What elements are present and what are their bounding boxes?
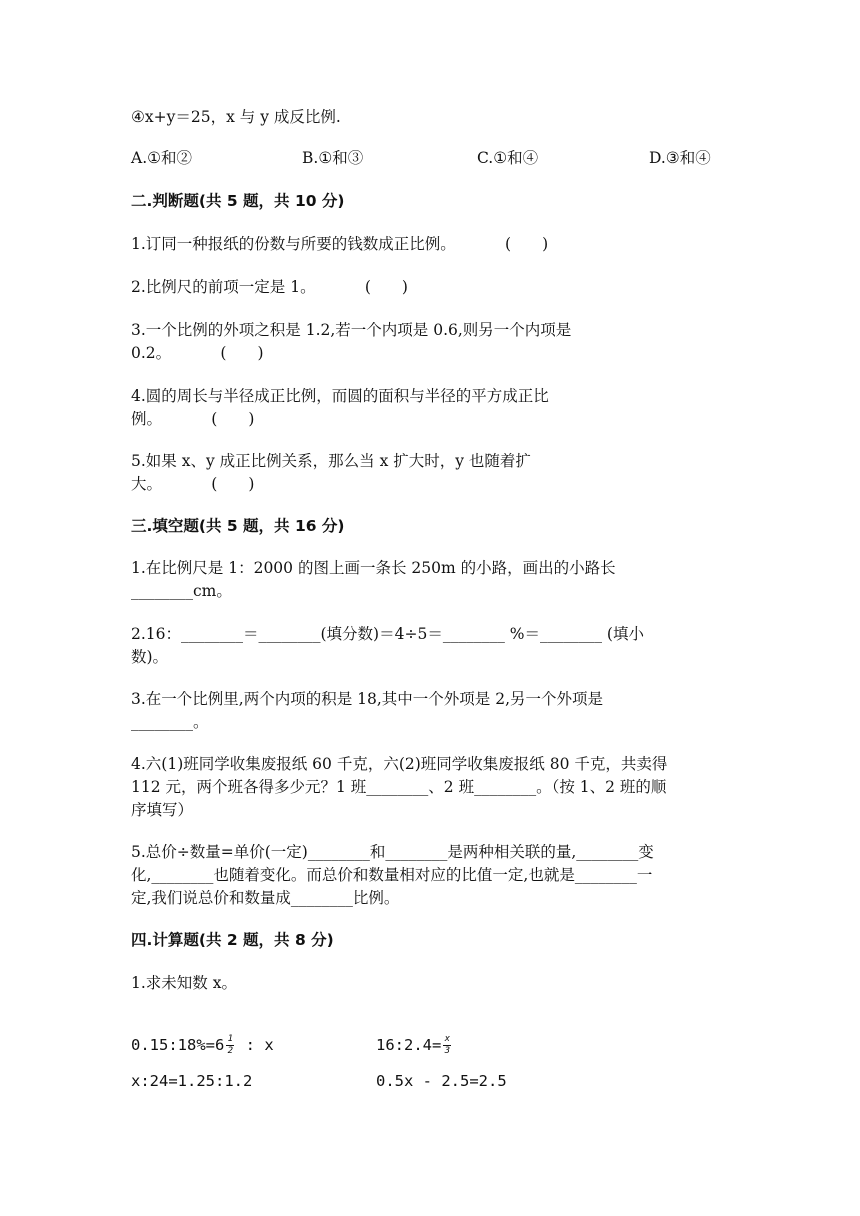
judgement-item-1: 1.订同一种报纸的份数与所要的钱数成正比例。 ( ) <box>131 235 549 253</box>
judgement-item-5-line-2: 大。 ( ) <box>131 475 255 493</box>
fill-item-4-line-2: 112 元，两个班各得多少元？1 班________、2 班________。（按 1、2 班的顺 <box>131 778 667 796</box>
fill-item-5-line-1: 5.总价÷数量=单价(一定)________和________是两种相关联的量,________变 <box>131 843 654 861</box>
section-heading-calculation: 四.计算题(共 2 题，共 8 分) <box>131 931 334 949</box>
option-c: C.①和④ <box>477 149 539 167</box>
option-b: B.①和③ <box>302 149 364 167</box>
section-heading-judgement: 二.判断题(共 5 题，共 10 分) <box>131 192 345 210</box>
option-d: D.③和④ <box>649 149 711 167</box>
judgement-item-3-line-2: 0.2。 ( ) <box>131 344 264 362</box>
question-tail: ④x+y＝25，x 与 y 成反比例. <box>131 108 341 126</box>
fill-item-5-line-2: 化,________也随着变化。而总价和数量相对应的比值一定,也就是________一 <box>131 866 653 884</box>
option-a: A.①和② <box>131 149 193 167</box>
fill-item-4-line-3: 序填写） <box>131 801 194 819</box>
equation-1: 0.15:18%=6 $\frac{1}{2}$ : x <box>131 1034 274 1056</box>
judgement-item-4-line-2: 例。 ( ) <box>131 410 255 428</box>
equation-4: 0.5x - 2.5=2.5 <box>376 1072 507 1090</box>
fill-item-3-line-1: 3.在一个比例里,两个内项的积是 18,其中一个外项是 2,另一个外项是 <box>131 690 604 708</box>
judgement-item-3-line-1: 3.一个比例的外项之积是 1.2,若一个内项是 0.6,则另一个内项是 <box>131 321 572 339</box>
fill-item-1-line-2: ________cm。 <box>131 582 232 600</box>
fill-item-1-line-1: 1.在比例尺是 1：2000 的图上画一条长 250m 的小路，画出的小路长 <box>131 559 616 577</box>
fill-item-2-line-2: 数)。 <box>131 648 169 666</box>
judgement-item-5-line-1: 5.如果 x、y 成正比例关系，那么当 x 扩大时，y 也随着扩 <box>131 452 531 470</box>
fill-item-3-line-2: ________。 <box>131 713 209 731</box>
calculation-question-1: 1.求未知数 x。 <box>131 974 237 992</box>
fill-item-5-line-3: 定,我们说总价和数量成________比例。 <box>131 889 400 907</box>
equation-2: 16:2.4= $\frac{x}{3}$ <box>376 1034 451 1056</box>
section-heading-fill-blank: 三.填空题(共 5 题，共 16 分) <box>131 517 345 535</box>
judgement-item-2: 2.比例尺的前项一定是 1。 ( ) <box>131 278 408 296</box>
equation-3: x:24=1.25:1.2 <box>131 1072 253 1090</box>
fraction-one-half: $\frac{1}{2}$ <box>227 1034 234 1056</box>
fraction-x-over-three: $\frac{x}{3}$ <box>444 1034 451 1056</box>
judgement-item-4-line-1: 4.圆的周长与半径成正比例，而圆的面积与半径的平方成正比 <box>131 387 549 405</box>
fill-item-4-line-1: 4.六(1)班同学收集废报纸 60 千克，六(2)班同学收集废报纸 80 千克，共卖得 <box>131 755 668 773</box>
fill-item-2-line-1: 2.16：________＝________(填分数)＝4÷5＝________ %＝________ (填小 <box>131 625 644 643</box>
